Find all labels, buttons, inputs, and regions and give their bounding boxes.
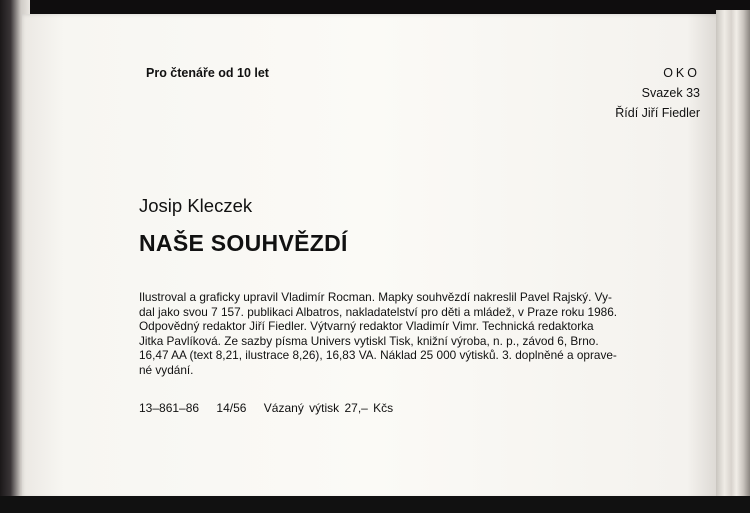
catalog-code: 13–861–86 <box>139 401 200 415</box>
imprint-line: Ilustroval a graficky upravil Vladimír Rocman. Mapky souhvězdí nakreslil Pavel Rajský. Vy- <box>139 290 612 304</box>
imprint-text <box>139 290 707 378</box>
catalog-line <box>139 401 405 415</box>
imprint-line: dal jako svou 7 157. publikaci Albatros, nakladatelství pro děti a mládež, v Praze roku 1986. <box>139 304 618 319</box>
page-stack-right <box>716 10 750 505</box>
catalog-number: 14/56 <box>216 401 247 415</box>
book-page <box>22 14 722 498</box>
imprint-line: né vydání. <box>139 362 194 377</box>
series-name: OKO <box>663 66 700 80</box>
imprint-line: 16,47 AA (text 8,21, ilustrace 8,26), 16,83 VA. Náklad 25 000 výtisků. 3. doplněné a oprave- <box>139 348 617 363</box>
price: Vázaný výtisk 27,– Kčs <box>263 401 394 415</box>
volume-number: Svazek 33 <box>641 86 700 100</box>
bottom-shadow <box>0 496 750 513</box>
author-name: Josip Kleczek <box>139 195 253 216</box>
series-editor: Řídí Jiří Fiedler <box>615 106 700 120</box>
book-title: NAŠE SOUHVĚZDÍ <box>139 230 348 256</box>
imprint-line: Odpovědný redaktor Jiří Fiedler. Výtvarný redaktor Vladimír Vimr. Technická redaktorka <box>139 319 594 334</box>
readership-note: Pro čtenáře od 10 let <box>146 66 269 80</box>
imprint-line: Jitka Pavlíková. Ze sazby písma Univers vytiskl Tisk, knižní výroba, n. p., závod 6, Brno. <box>139 333 599 348</box>
